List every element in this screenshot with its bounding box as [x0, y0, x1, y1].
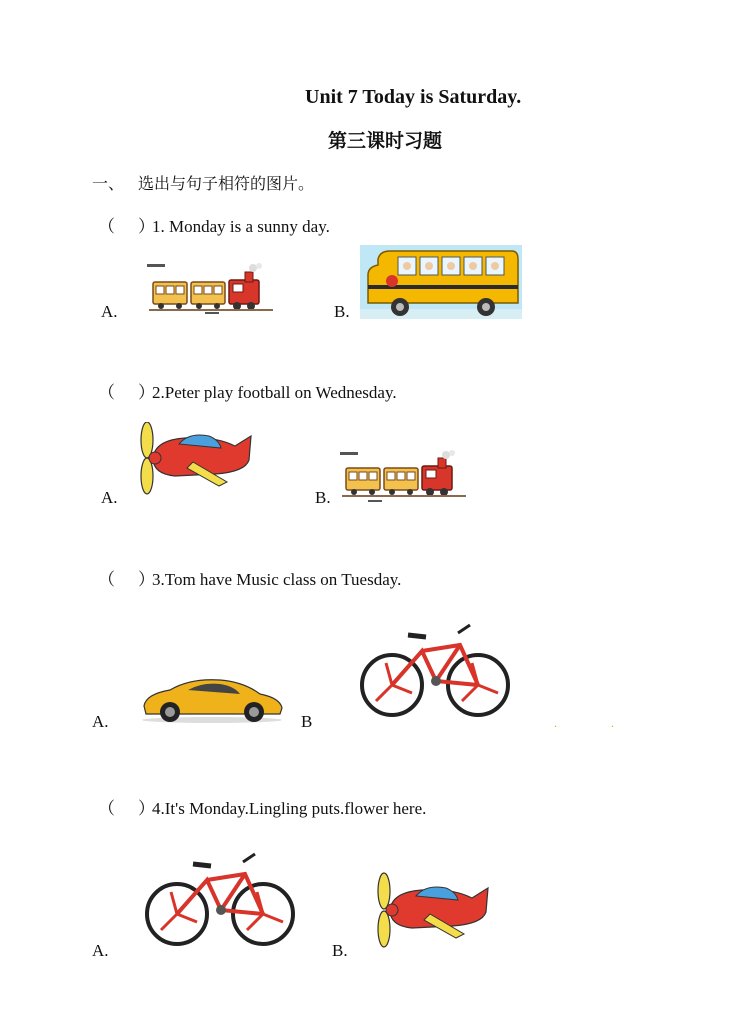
- answer-blank-close: ）: [138, 217, 155, 236]
- train-icon[interactable]: [338, 450, 470, 506]
- airplane-icon[interactable]: [372, 872, 492, 948]
- answer-blank-open[interactable]: （: [98, 383, 115, 402]
- section-heading: [92, 171, 314, 194]
- bicycle-icon[interactable]: [145, 852, 297, 950]
- answer-blank-close: ）: [138, 799, 155, 818]
- answer-blank-open[interactable]: （: [98, 570, 115, 589]
- section-number: 一、: [92, 174, 125, 193]
- question-2: [98, 378, 397, 403]
- option-a-label: A.: [92, 941, 109, 960]
- option-b-label: B.: [334, 302, 350, 321]
- option-b-label: B.: [332, 941, 348, 960]
- option-b-label: B: [301, 712, 313, 731]
- train-icon[interactable]: [145, 262, 277, 318]
- page-title: Unit 7 Today is Saturday.: [305, 86, 522, 108]
- school-bus-icon[interactable]: [360, 245, 522, 319]
- answer-blank-open[interactable]: （: [98, 217, 115, 236]
- question-text: 4.It's Monday.Lingling puts.flower here.: [152, 799, 427, 818]
- question-1: [98, 212, 330, 237]
- option-a-label: A.: [92, 712, 109, 731]
- question-3: [98, 565, 401, 590]
- decorative-dot: .: [611, 716, 614, 730]
- airplane-icon[interactable]: [135, 422, 255, 496]
- answer-blank-open[interactable]: （: [98, 799, 115, 818]
- bicycle-icon[interactable]: [360, 623, 512, 721]
- section-instruction: 选出与句子相符的图片。: [138, 174, 315, 193]
- question-text: 3.Tom have Music class on Tuesday.: [152, 570, 402, 589]
- answer-blank-close: ）: [138, 383, 155, 402]
- option-a-label: A.: [101, 302, 118, 321]
- car-icon[interactable]: [140, 672, 285, 724]
- page-subtitle: 第三课时习题: [328, 130, 443, 152]
- decorative-dot: .: [554, 716, 557, 730]
- option-b-label: B.: [315, 488, 331, 507]
- question-text: 1. Monday is a sunny day.: [152, 217, 330, 236]
- option-a-label: A.: [101, 488, 118, 507]
- question-4: [98, 794, 426, 819]
- question-text: 2.Peter play football on Wednesday.: [152, 383, 397, 402]
- answer-blank-close: ）: [138, 570, 155, 589]
